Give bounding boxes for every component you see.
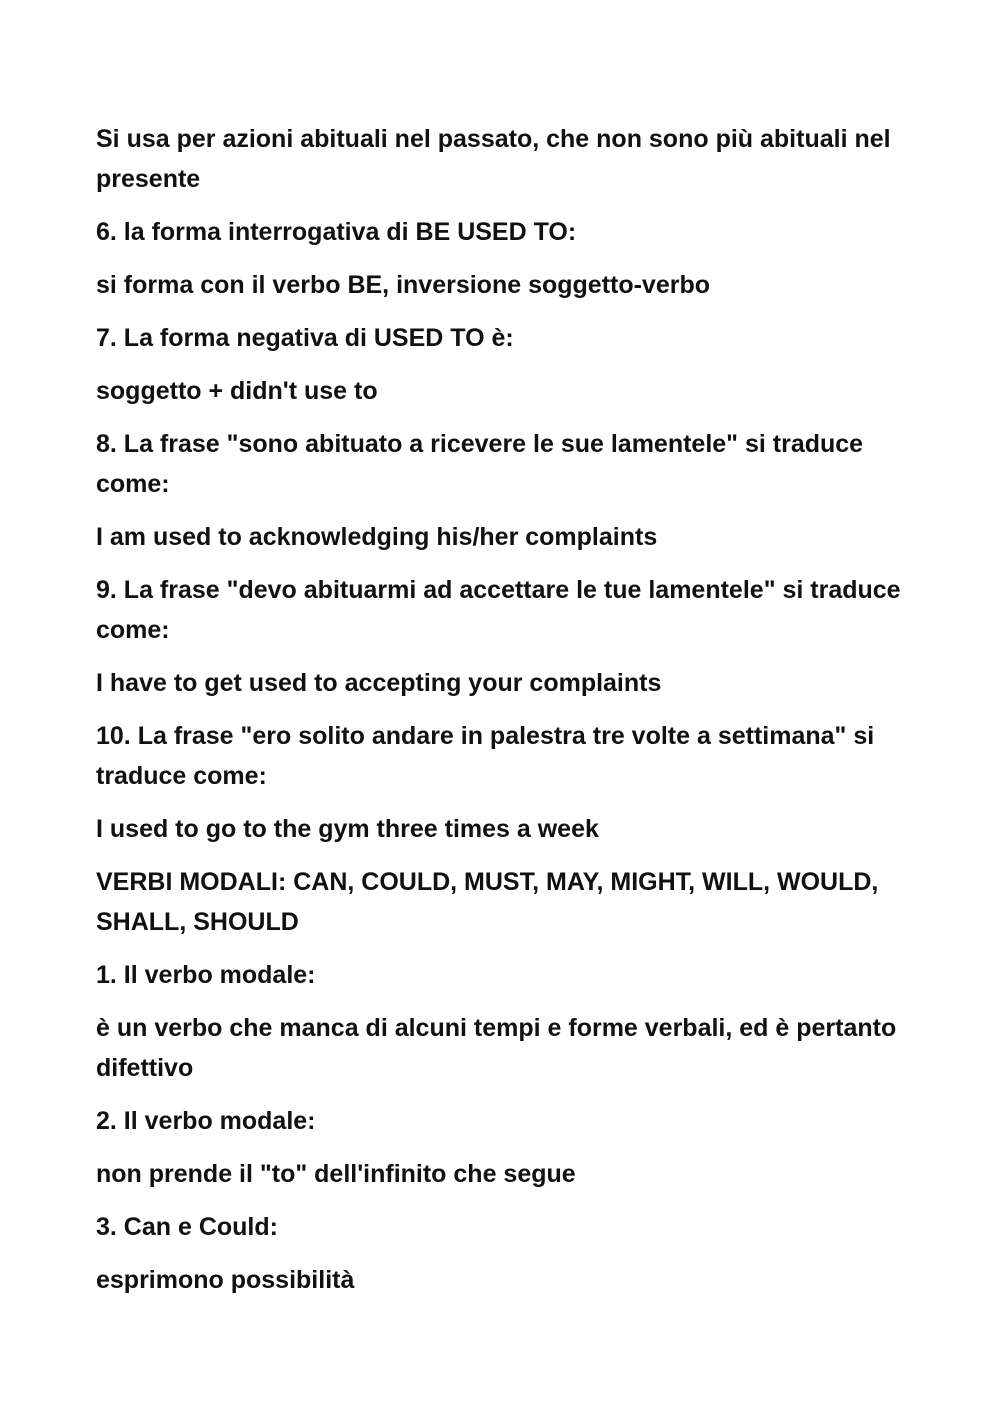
answer-text: I used to go to the gym three times a week (96, 815, 599, 843)
answer-text: è un verbo che manca di alcuni tempi e forme verbali, ed è pertanto difettivo (96, 1014, 897, 1082)
question-text: 6. la forma interrogativa di BE USED TO: (96, 218, 577, 246)
question-text: 8. La frase "sono abituato a ricevere le sue lamentele" si traduce come: (96, 430, 864, 498)
question-text: 7. La forma negativa di USED TO è: (96, 324, 514, 352)
answer-text: Si usa per azioni abituali nel passato, che non sono più abituali nel presente (96, 125, 891, 193)
answer-text: esprimono possibilità (96, 1266, 355, 1294)
section-heading: VERBI MODALI: CAN, COULD, MUST, MAY, MIGHT, WILL, WOULD, SHALL, SHOULD (96, 868, 879, 936)
document-page (96, 119, 916, 1313)
answer-text: soggetto + didn't use to (96, 377, 378, 405)
answer-text: I have to get used to accepting your complaints (96, 669, 662, 697)
question-text: 3. Can e Could: (96, 1213, 278, 1241)
question-text: 10. La frase "ero solito andare in palestra tre volte a settimana" si traduce come: (96, 722, 875, 790)
question-text: 2. Il verbo modale: (96, 1107, 316, 1135)
answer-text: I am used to acknowledging his/her complaints (96, 523, 658, 551)
answer-text: non prende il "to" dell'infinito che segue (96, 1160, 576, 1188)
question-text: 9. La frase "devo abituarmi ad accettare le tue lamentele" si traduce come: (96, 576, 901, 644)
question-text: 1. Il verbo modale: (96, 961, 316, 989)
answer-text: si forma con il verbo BE, inversione soggetto-verbo (96, 271, 711, 299)
